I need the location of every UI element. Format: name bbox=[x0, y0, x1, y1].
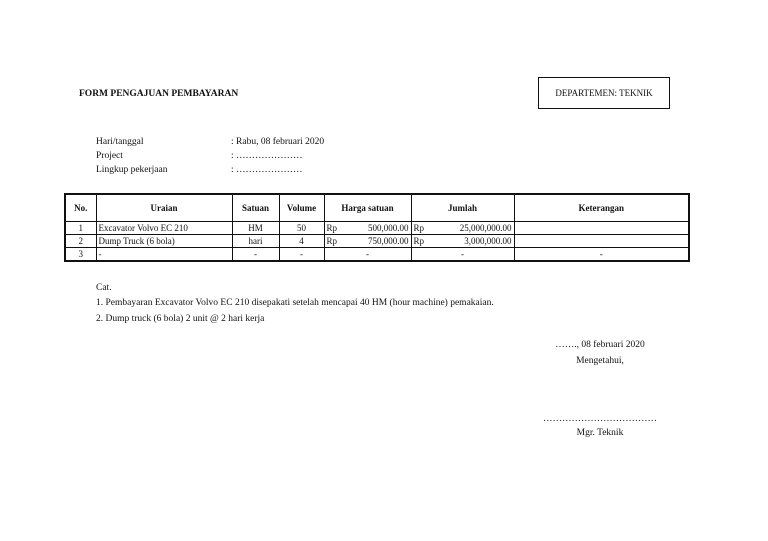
cell-harga-satuan bbox=[324, 222, 411, 235]
cell-uraian: Dump Truck (6 bola) bbox=[96, 235, 232, 248]
department-box bbox=[538, 77, 670, 109]
col-header-keterangan: Keterangan bbox=[514, 194, 689, 222]
note-item: 1. Pembayaran Excavator Volvo EC 210 disepakati setelah mencapai 40 HM (hour machine) pemakaian. bbox=[96, 298, 494, 308]
cell-keterangan bbox=[514, 222, 689, 235]
table-row bbox=[65, 222, 689, 235]
cell-jumlah: - bbox=[411, 248, 514, 262]
col-header-uraian: Uraian bbox=[96, 194, 232, 222]
info-value-date: : Rabu, 08 februari 2020 bbox=[231, 137, 325, 147]
signature-approval-label: Mengetahui, bbox=[576, 356, 624, 366]
info-label-project: Project bbox=[96, 151, 123, 161]
cell-volume: 4 bbox=[279, 235, 324, 248]
cell-satuan: - bbox=[232, 248, 279, 262]
cell-harga-satuan bbox=[324, 235, 411, 248]
cell-keterangan bbox=[514, 235, 689, 248]
col-header-no: No. bbox=[65, 194, 96, 222]
cell-keterangan: - bbox=[514, 248, 689, 262]
note-item: 2. Dump truck (6 bola) 2 unit @ 2 hari kerja bbox=[96, 314, 265, 324]
cell-uraian: Excavator Volvo EC 210 bbox=[96, 222, 232, 235]
payment-items-table bbox=[64, 193, 690, 262]
table-row bbox=[65, 248, 689, 262]
info-label-date: Hari/tanggal bbox=[96, 137, 144, 147]
info-label-scope: Lingkup pekerjaan bbox=[96, 165, 168, 175]
amount-value: 25,000,000.00 bbox=[459, 223, 512, 233]
currency-label: Rp bbox=[326, 223, 338, 233]
signature-date: ……., 08 februari 2020 bbox=[555, 340, 645, 350]
table-header-row bbox=[65, 194, 689, 222]
amount-value: 750,000.00 bbox=[368, 236, 409, 246]
cell-jumlah bbox=[411, 222, 514, 235]
cell-no: 2 bbox=[65, 235, 96, 248]
cell-harga-satuan: - bbox=[324, 248, 411, 262]
col-header-harga-satuan: Harga satuan bbox=[324, 194, 411, 222]
cell-no: 3 bbox=[65, 248, 96, 262]
cell-volume: - bbox=[279, 248, 324, 262]
cell-uraian: - bbox=[96, 248, 232, 262]
signature-role: Mgr. Teknik bbox=[576, 428, 624, 438]
cell-volume: 50 bbox=[279, 222, 324, 235]
signature-line: ……………………………… bbox=[543, 414, 657, 424]
cell-satuan: hari bbox=[232, 235, 279, 248]
col-header-volume: Volume bbox=[279, 194, 324, 222]
form-title: FORM PENGAJUAN PEMBAYARAN bbox=[79, 89, 239, 99]
notes-heading: Cat. bbox=[96, 283, 112, 293]
info-value-project: : ………………… bbox=[231, 151, 303, 161]
table-row bbox=[65, 235, 689, 248]
col-header-jumlah: Jumlah bbox=[411, 194, 514, 222]
cell-jumlah bbox=[411, 235, 514, 248]
currency-label: Rp bbox=[326, 236, 338, 246]
currency-label: Rp bbox=[413, 236, 425, 246]
department-label: DEPARTEMEN: TEKNIK bbox=[555, 88, 653, 98]
amount-value: 500,000.00 bbox=[368, 223, 409, 233]
col-header-satuan: Satuan bbox=[232, 194, 279, 222]
info-value-scope: : ………………… bbox=[231, 165, 303, 175]
amount-value: 3,000,000.00 bbox=[464, 236, 512, 246]
currency-label: Rp bbox=[413, 223, 425, 233]
cell-no: 1 bbox=[65, 222, 96, 235]
cell-satuan: HM bbox=[232, 222, 279, 235]
